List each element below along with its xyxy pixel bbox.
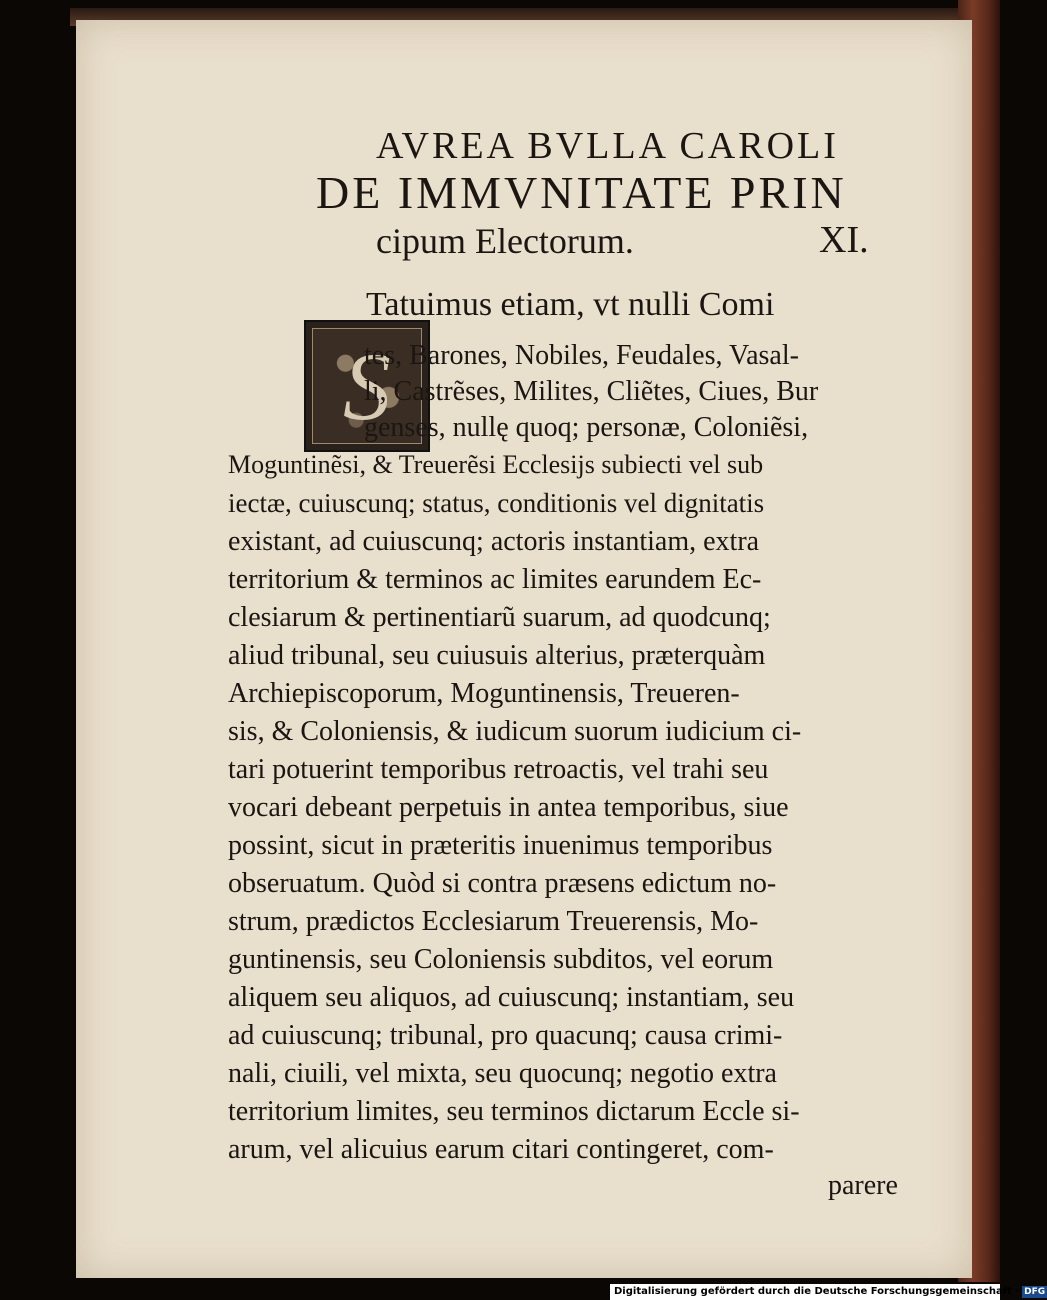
body-line: ad cuiuscunq; tribunal, pro quacunq; causa crimi- — [228, 1020, 783, 1051]
body-line: tes, Barones, Nobiles, Feudales, Vasal- — [364, 340, 799, 371]
digitization-credit — [610, 1284, 1046, 1300]
body-line: clesiarum & pertinentiarũ suarum, ad quodcunq; — [228, 602, 771, 633]
body-line: aliud tribunal, seu cuiusuis alterius, præterquàm — [228, 640, 766, 671]
body-line: sis, & Coloniensis, & iudicum suorum iudicium ci- — [228, 716, 802, 747]
body-line: tari potuerint temporibus retroactis, vel trahi seu — [228, 754, 769, 785]
body-line: arum, vel alicuius earum citari contingeret, com- — [228, 1134, 774, 1165]
body-line: territorium limites, seu terminos dictarum Eccle si- — [228, 1096, 800, 1127]
initial-letter: S — [343, 332, 391, 440]
body-line: vocari debeant perpetuis in antea temporibus, siue — [228, 792, 789, 823]
body-line: possint, sicut in præteritis inuenimus temporibus — [228, 830, 773, 861]
book-page — [76, 20, 972, 1278]
body-line: guntinensis, seu Coloniensis subditos, vel eorum — [228, 944, 774, 975]
body-line: Moguntinẽsi, & Treuerẽsi Ecclesijs subiecti vel sub — [228, 450, 764, 479]
body-line: aliquem seu aliquos, ad cuiuscunq; instantiam, seu — [228, 982, 795, 1013]
body-line: nali, ciuili, vel mixta, seu quocunq; negotio extra — [228, 1058, 777, 1089]
credit-text: Digitalisierung gefördert durch die Deutsche Forschungsgemeinschaft · — [614, 1286, 1020, 1297]
body-line: territorium & terminos ac limites earundem Ec- — [228, 564, 762, 595]
body-line: Archiepiscoporum, Moguntinensis, Treueren- — [228, 678, 740, 709]
title-line-3: cipum Electorum. — [376, 221, 634, 261]
body-line: strum, prædictos Ecclesiarum Treuerensis, Mo- — [228, 906, 759, 937]
chapter-number: XI. — [819, 219, 869, 261]
body-line: existant, ad cuiuscunq; actoris instantiam, extra — [228, 526, 760, 557]
body-line: li, Castrẽses, Milites, Cliẽtes, Ciues, Bur — [364, 376, 819, 407]
catchword: parere — [828, 1170, 898, 1201]
title-line-2: DE IMMVNITATE PRIN — [316, 167, 847, 218]
body-line: iectæ, cuiuscunq; status, conditionis vel dignitatis — [228, 488, 765, 518]
dfg-logo: DFG — [1024, 1287, 1046, 1297]
body-line: obseruatum. Quòd si contra præsens edictum no- — [228, 868, 777, 899]
body-line: Tatuimus etiam, vt nulli Comi — [366, 286, 775, 323]
title-line-1: AVREA BVLLA CAROLI — [376, 125, 839, 167]
body-line: genses, nullę quoq; personæ, Coloniẽsi, — [364, 412, 809, 443]
